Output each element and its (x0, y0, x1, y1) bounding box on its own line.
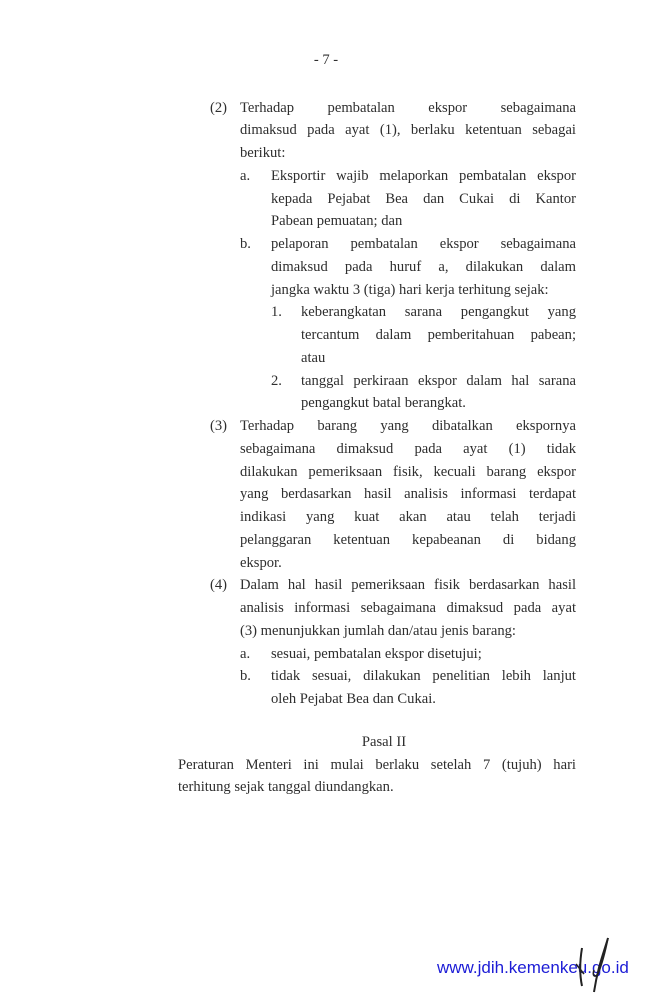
page-number: - 7 - (313, 52, 339, 68)
item-b (0, 233, 654, 301)
item-label: a. (240, 167, 251, 184)
text-line: analisis informasi sebagaimana dimaksud pada ayat (240, 600, 576, 617)
text-line: terhitung sejak tanggal diundangkan. (178, 779, 394, 796)
ayat-4 (0, 574, 654, 642)
signature-initials-icon (570, 930, 620, 1000)
text-line: Dalam hal hasil pemeriksaan fisik berdasarkan hasil (240, 577, 576, 594)
subitem-2 (0, 370, 654, 416)
text-line: keberangkatan sarana pengangkut yang (301, 304, 576, 321)
closing-paragraph (178, 754, 576, 800)
item-label: b. (240, 236, 251, 253)
text-line: tercantum dalam pemberitahuan pabean; (301, 327, 576, 344)
item-label: 2. (271, 372, 282, 389)
text-line: ekspor. (240, 554, 282, 571)
text-line: (3) menunjukkan jumlah dan/atau jenis barang: (240, 622, 516, 639)
article-body (0, 97, 654, 711)
text-line: indikasi yang kuat akan atau telah terjadi (240, 509, 576, 526)
item-label: b. (240, 668, 251, 685)
text-line: Pabean pemuatan; dan (271, 213, 403, 230)
text-line: sebagaimana dimaksud pada ayat (1) tidak (240, 440, 576, 457)
text-line: jangka waktu 3 (tiga) hari kerja terhitung sejak: (271, 281, 549, 298)
item-label: a. (240, 645, 251, 662)
ayat-label: (3) (210, 418, 228, 435)
subitem-1 (0, 301, 654, 369)
section-heading: Pasal II (361, 734, 407, 750)
ayat-label: (2) (210, 99, 228, 116)
text-line: pelanggaran ketentuan kepabeanan di bidang (240, 531, 576, 548)
item-a (0, 643, 654, 666)
item-label: 1. (271, 304, 282, 321)
item-b (0, 665, 654, 711)
text-line: pengangkut batal berangkat. (301, 395, 466, 412)
text-line: atau (301, 349, 326, 366)
text-line: Eksportir wajib melaporkan pembatalan ekspor (271, 167, 576, 184)
item-a (0, 165, 654, 233)
text-line: kepada Pejabat Bea dan Cukai di Kantor (271, 190, 576, 207)
text-line: pelaporan pembatalan ekspor sebagaimana (271, 236, 576, 253)
text-line: Peraturan Menteri ini mulai berlaku setelah 7 (tujuh) hari (178, 756, 576, 773)
footer-url-link[interactable]: www.jdih.kemenkeu.go.id (437, 958, 629, 977)
ayat-2 (0, 97, 654, 165)
text-line: tidak sesuai, dilakukan penelitian lebih lanjut (271, 668, 576, 685)
text-line: dimaksud pada huruf a, dilakukan dalam (271, 258, 576, 275)
text-line: Terhadap pembatalan ekspor sebagaimana (240, 99, 576, 116)
text-line: dilakukan pemeriksaan fisik, kecuali barang ekspor (240, 463, 576, 480)
text-line: Terhadap barang yang dibatalkan ekspornya (240, 418, 576, 435)
text-line: dimaksud pada ayat (1), berlaku ketentuan sebagai (240, 122, 576, 139)
ayat-label: (4) (210, 577, 228, 594)
text-line: sesuai, pembatalan ekspor disetujui; (271, 645, 482, 662)
text-line: berikut: (240, 145, 286, 162)
text-line: yang berdasarkan hasil analisis informasi terdapat (240, 486, 576, 503)
text-line: tanggal perkiraan ekspor dalam hal sarana (301, 372, 576, 389)
ayat-3 (0, 415, 654, 574)
text-line: oleh Pejabat Bea dan Cukai. (271, 691, 436, 708)
